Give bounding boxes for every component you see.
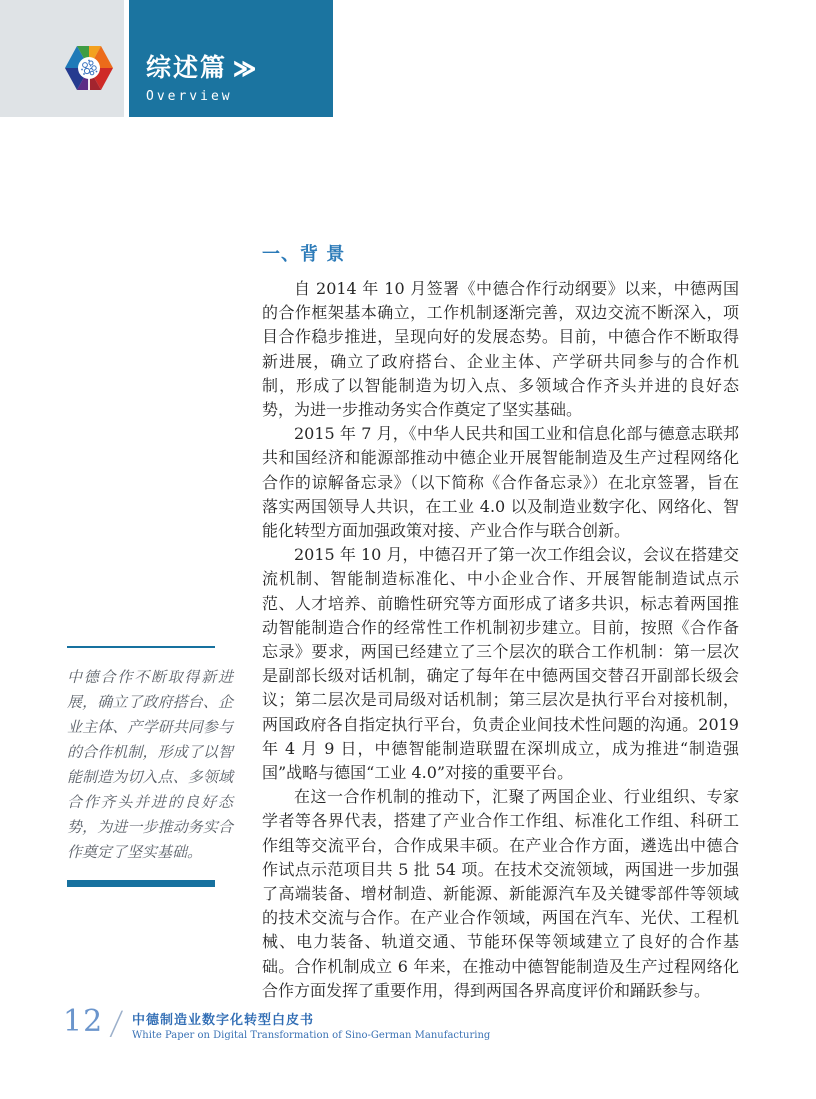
section-title-row	[146, 48, 333, 84]
footer-slash-divider: /	[108, 1004, 125, 1042]
pull-quote	[67, 646, 233, 887]
section-title: 综述篇	[146, 53, 228, 82]
section-heading: 一、背 景	[262, 244, 346, 265]
footer-titles	[132, 1006, 490, 1041]
double-chevron-icon: ≫	[233, 54, 257, 84]
body-paragraph: 2015 年 10 月，中德召开了第一次工作组会议，会议在搭建交流机制、智能制造标准化、中小企业合作、开展智能制造试点示范、人才培养、前瞻性研究等方面形成了诸多共识，标志着两国推动智能制造合作的经常性工作机制初步建立。目前，按照《合作备忘录》要求，两国已经建立了三个层次的联合工作机制：第一层次是副部长级对话机制，确定了每年在中德两国交替召开副部长级会议；第二层次是司局级对话机制；第三层次是执行平台对接机制，两国政府各自指定执行平台，负责企业间技术性问题的沟通。2019 年 4 月 9 日，中德智能制造联盟在深圳成立，成为推进“制造强国”战略与德国“工业 4.0”对接的重要平台。	[262, 545, 739, 783]
quote-bottom-rule	[67, 880, 215, 887]
book-title-en: White Paper on Digital Transformation of Sino-German Manufacturing	[131, 1030, 491, 1041]
body-paragraph: 自 2014 年 10 月签署《中德合作行动纲要》以来，中德两国的合作框架基本确立，工作机制逐渐完善，双边交流不断深入，项目合作稳步推进，呈现向好的发展态势。目前，中德合作不断取得新进展，确立了政府搭台、企业主体、产学研共同参与的合作机制，形成了以智能制造为切入点、多领域合作齐头并进的良好态势，为进一步推动务实合作奠定了坚实基础。	[262, 279, 739, 420]
hexagon-brain-logo-icon	[64, 42, 114, 94]
logo-panel	[0, 0, 124, 117]
page-footer	[63, 1006, 490, 1041]
section-banner	[129, 0, 333, 117]
body-paragraph: 2015 年 7 月，《中华人民共和国工业和信息化部与德意志联邦共和国经济和能源部推动中德企业开展智能制造及生产过程网络化合作的谅解备忘录》（以下简称《合作备忘录》）在北京签署，旨在落实两国领导人共识，在工业 4.0 以及制造业数字化、网络化、智能化转型方面加强政策对接、产业合作与联合创新。	[262, 424, 739, 541]
section-subtitle: Overview	[146, 89, 233, 104]
body-column	[262, 240, 739, 1003]
book-title-zh: 中德制造业数字化转型白皮书	[131, 1013, 314, 1028]
page-number: 12	[63, 1004, 104, 1039]
quote-top-rule	[67, 646, 215, 648]
quote-text: 中德合作不断取得新进展，确立了政府搭台、企业主体、产学研共同参与的合作机制，形成了以智能制造为切入点、多领域合作齐头并进的良好态势，为进一步推动务实合作奠定了坚实基础。	[67, 668, 233, 861]
body-paragraph: 在这一合作机制的推动下，汇聚了两国企业、行业组织、专家学者等各界代表，搭建了产业合作工作组、标准化工作组、科研工作组等交流平台，合作成果丰硕。在产业合作方面，遴选出中德合作试点示范项目共 5 批 54 项。在技术交流领域，两国进一步加强了高端装备、增材制造、新能源、新能源汽车及关键零部件等领域的技术交流与合作。在产业合作领域，两国在汽车、光伏、工程机械、电力装备、轨道交通、节能环保等领域建立了良好的合作基础。合作机制成立 6 年来，在推动中德智能制造及生产过程网络化合作方面发挥了重要作用，得到两国各界高度评价和踊跃参与。	[262, 787, 739, 1000]
